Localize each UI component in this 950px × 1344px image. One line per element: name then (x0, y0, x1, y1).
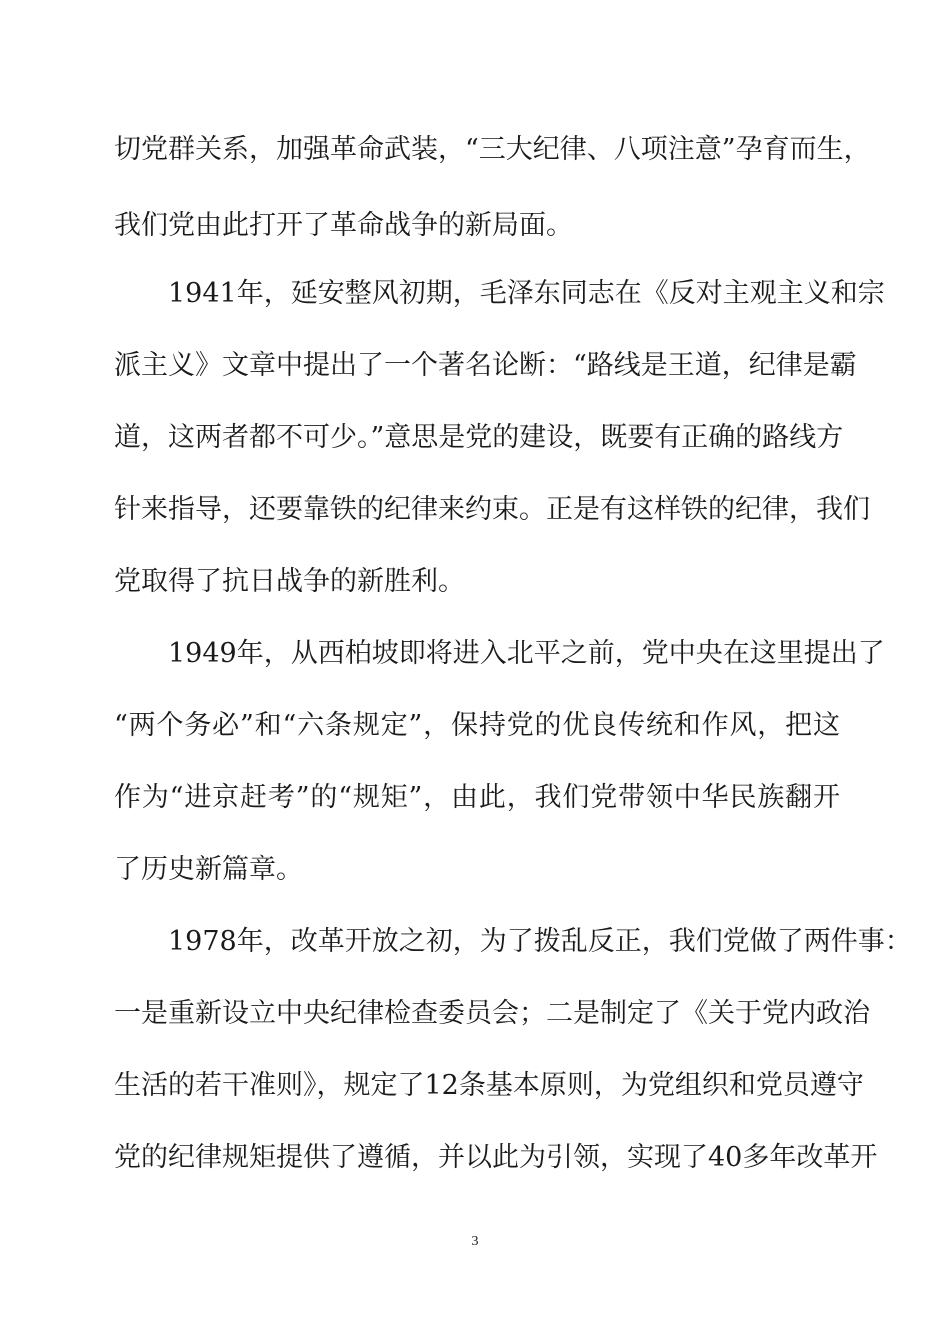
text-line-11: 了历史新篇章。 (114, 854, 303, 885)
text-line-12: 1978年，改革开放之初，为了拨乱反正，我们党做了两件事： (168, 926, 912, 957)
text-line-10: 作为“进京赶考”的“规矩”，由此，我们党带领中华民族翻开 (114, 782, 840, 813)
text-line-13: 一是重新设立中央纪律检查委员会；二是制定了《关于党内政治 (114, 998, 870, 1029)
text-line-8: 1949年，从西柏坡即将进入北平之前，党中央在这里提出了 (168, 638, 885, 669)
text-line-15: 党的纪律规矩提供了遵循，并以此为引领，实现了40多年改革开 (114, 1142, 878, 1173)
text-line-3: 1941年，延安整风初期，毛泽东同志在《反对主观主义和宗 (168, 278, 885, 309)
text-line-6: 针来指导，还要靠铁的纪律来约束。正是有这样铁的纪律，我们 (114, 494, 870, 525)
text-line-4: 派主义》文章中提出了一个著名论断：“路线是王道，纪律是霸 (114, 350, 857, 381)
text-line-1: 切党群关系，加强革命武装，“三大纪律、八项注意”孕育而生， (114, 134, 871, 165)
text-line-9: “两个务必”和“六条规定”，保持党的优良传统和作风，把这 (114, 710, 840, 741)
text-line-2: 我们党由此打开了革命战争的新局面。 (114, 210, 573, 241)
text-line-5: 道，这两者都不可少。”意思是党的建设，既要有正确的路线方 (114, 422, 844, 453)
text-line-7: 党取得了抗日战争的新胜利。 (114, 566, 465, 597)
text-line-14: 生活的若干准则》，规定了12条基本原则，为党组织和党员遵守 (114, 1070, 864, 1101)
page-number: 3 (471, 1234, 479, 1249)
